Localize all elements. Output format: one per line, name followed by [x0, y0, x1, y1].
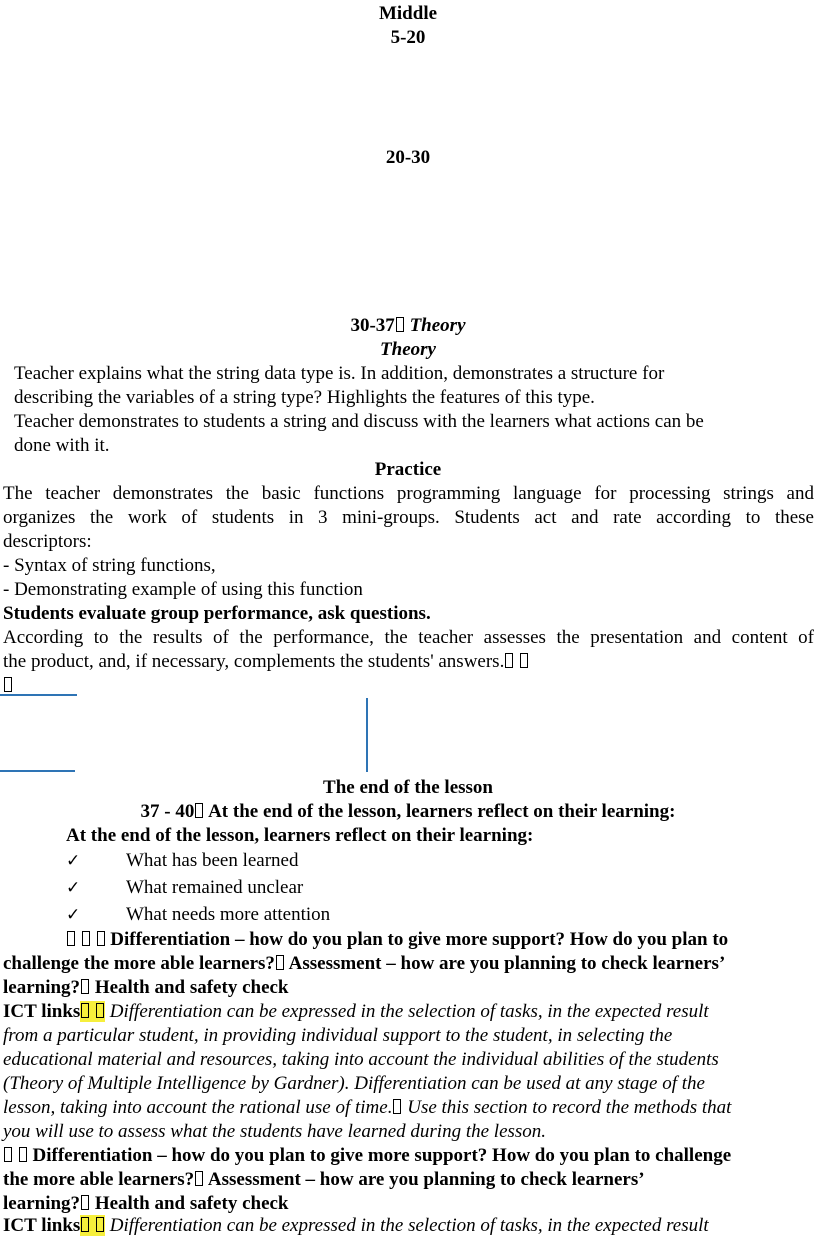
end-reflect: At the end of the lesson, learners reflect on their learning: [66, 825, 534, 846]
theory-p2-line1: Teacher demonstrates to students a string and discuss with the learners what actions can be [14, 411, 704, 432]
ict-links-label-2: ICT links [3, 1215, 81, 1236]
footer-b1-line3a: learning? [3, 977, 81, 998]
footer-b2-line1: Differentiation – how do you plan to give more support? How do you plan to challenge [32, 1145, 732, 1166]
missing-glyph-icon [396, 317, 404, 332]
missing-glyph-icon [81, 1217, 89, 1232]
reflect-item-1: What has been learned [126, 850, 299, 871]
missing-glyph-icon [67, 931, 75, 946]
footer-b2-line2b: Assessment – how are you planning to check learners’ [207, 1169, 645, 1190]
footer-b1-line2a: challenge the more able learners? [3, 953, 275, 974]
missing-glyph-icon [81, 1003, 89, 1018]
missing-glyph-icon [82, 931, 90, 946]
missing-glyph-icon [276, 955, 284, 970]
time-range-20-30: 20-30 [385, 147, 431, 168]
footer-it1-line5b: Use this section to record the methods that [407, 1097, 732, 1118]
time-range-37-40: 37 - 40 [140, 801, 195, 822]
practice-heading: Practice [374, 459, 442, 480]
missing-glyph-icon [195, 803, 203, 818]
footer-it1-line5-row [3, 1096, 731, 1120]
footer-b2-line2a: the more able learners? [3, 1169, 195, 1190]
footer-b1-line3b: Health and safety check [94, 977, 289, 998]
footer-it1-line1: Differentiation can be expressed in the selection of tasks, in the expected result [109, 1001, 709, 1022]
theory-label: Theory [409, 315, 466, 336]
reflect-item-3: What needs more attention [126, 904, 331, 925]
footer-it1-line3: educational material and resources, taking into account the individual abilities of the students [3, 1049, 719, 1070]
descriptor-1: - Syntax of string functions, [3, 555, 216, 576]
table-rule-vertical [366, 698, 368, 772]
footer-b2-line3a: learning? [3, 1193, 81, 1214]
footer-b2-line2-row [3, 1168, 645, 1192]
practice-p1-line1: The teacher demonstrates the basic functions programming language for processing strings and [3, 483, 814, 504]
missing-glyph-icon [19, 1147, 27, 1162]
missing-glyph-icon [96, 1217, 104, 1232]
end-heading: The end of the lesson [323, 777, 493, 798]
table-rule-bottom [0, 770, 75, 772]
missing-glyph-icon [520, 653, 528, 668]
footer-b2-line1-row [3, 1144, 731, 1168]
end-reflect-inline: At the end of the lesson, learners reflect on their learning: [208, 801, 676, 822]
time-middle: Middle [378, 3, 438, 24]
footer-it1-line5a: lesson, taking into account the rational use of time. [3, 1097, 393, 1118]
footer-it1-line6: you will use to assess what the students have learned during the lesson. [3, 1121, 547, 1142]
missing-glyph-icon [393, 1099, 401, 1114]
footer-b1-line1: Differentiation – how do you plan to give more support? How do you plan to [110, 929, 729, 950]
footer-b1-line2b: Assessment – how are you planning to check learners’ [288, 953, 726, 974]
footer-it1-line2: from a particular student, in providing individual support to the student, in selecting the [3, 1025, 673, 1046]
practice-p2-line1: According to the results of the performance, the teacher assesses the presentation and content of [3, 627, 814, 648]
footer-b2-line3b: Health and safety check [94, 1193, 289, 1214]
missing-glyph-icon [81, 1195, 89, 1210]
descriptor-2: - Demonstrating example of using this function [3, 579, 363, 600]
time-range-30-37: 30-37 [350, 315, 395, 336]
footer-ict2-row [3, 1214, 709, 1238]
time-theory-row [0, 314, 816, 338]
check-icon: ✓ [66, 851, 81, 871]
end-time-row [0, 800, 816, 824]
practice-p1-line2: organizes the work of students in 3 mini-groups. Students act and rate according to these [3, 507, 814, 528]
reflect-item-2: What remained unclear [126, 877, 304, 898]
missing-glyph-icon [505, 653, 513, 668]
practice-p2-line2: the product, and, if necessary, complements the students' answers. [3, 651, 505, 672]
practice-p2-line2-row [3, 650, 529, 674]
practice-bold-line: Students evaluate group performance, ask questions. [3, 603, 431, 624]
theory-p1-line2: describing the variables of a string type? Highlights the features of this type. [14, 387, 595, 408]
theory-p1-line1: Teacher explains what the string data type is. In addition, demonstrates a structure for [14, 363, 665, 384]
missing-glyph-icon [195, 1171, 203, 1186]
missing-glyph-icon [81, 979, 89, 994]
check-icon: ✓ [66, 878, 81, 898]
footer-ict-row [3, 1000, 709, 1024]
footer-it2-line1: Differentiation can be expressed in the selection of tasks, in the expected result [109, 1215, 709, 1236]
missing-glyph-icon [4, 1147, 12, 1162]
check-icon: ✓ [66, 905, 81, 925]
missing-glyph-icon [96, 1003, 104, 1018]
ict-links-label: ICT links [3, 1001, 81, 1022]
theory-p2-line2: done with it. [14, 435, 110, 456]
footer-b1-line2-row [3, 952, 725, 976]
footer-b1-line1-row [66, 928, 728, 952]
missing-glyph-icon [4, 677, 12, 692]
time-range-5-20: 5-20 [390, 27, 426, 48]
theory-heading: Theory [380, 339, 436, 360]
missing-glyph-icon [97, 931, 105, 946]
footer-b2-line3-row [3, 1192, 289, 1216]
footer-b1-line3-row [3, 976, 289, 1000]
table-rule-top [0, 694, 77, 696]
footer-it1-line4: (Theory of Multiple Intelligence by Gardner). Differentiation can be used at any stage of the [3, 1073, 705, 1094]
practice-p1-line3: descriptors: [3, 531, 92, 552]
